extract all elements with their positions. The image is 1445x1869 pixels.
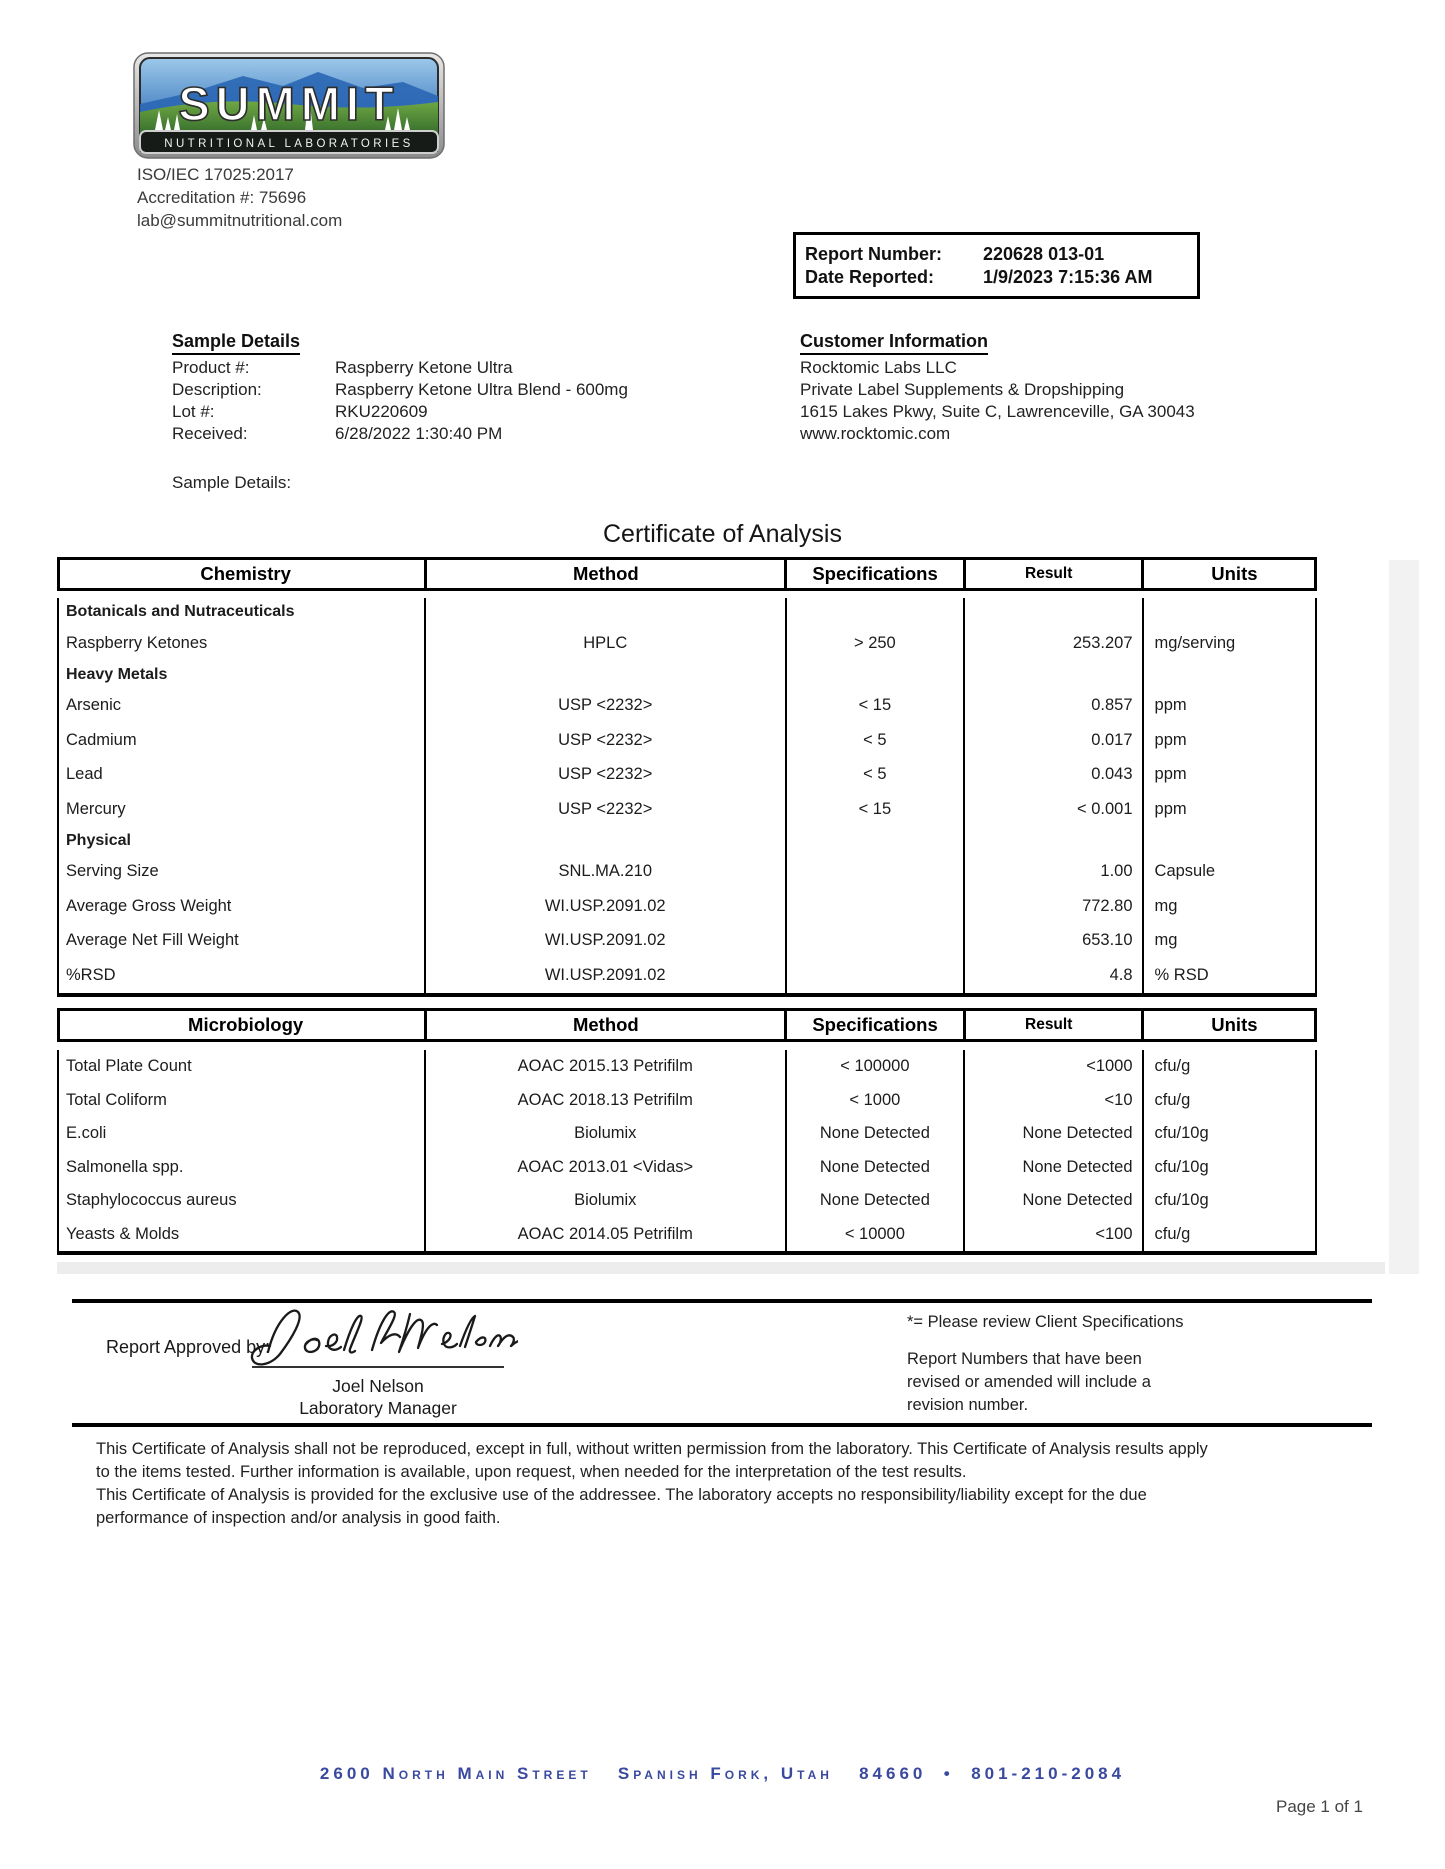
cell-analyte: Yeasts & Molds bbox=[66, 1224, 180, 1243]
cell-units: cfu/10g bbox=[1142, 1151, 1315, 1185]
report-number-label: Report Number: bbox=[805, 243, 943, 264]
cell-analyte: Staphylococcus aureus bbox=[66, 1191, 237, 1210]
chemistry-table-header bbox=[57, 557, 1317, 591]
cell-method: HPLC bbox=[424, 626, 785, 661]
field-label: Received: bbox=[172, 424, 248, 443]
date-reported-label: Date Reported: bbox=[805, 266, 935, 287]
cell-units: ppm bbox=[1142, 723, 1315, 758]
cell-analyte: Physical bbox=[66, 831, 131, 849]
cell-method: WI.USP.2091.02 bbox=[424, 924, 785, 959]
table-section-row bbox=[59, 661, 1315, 689]
cell-specification: None Detected bbox=[785, 1117, 963, 1151]
cell-method: USP <2232> bbox=[424, 723, 785, 758]
cell-result: 4.8 bbox=[963, 958, 1141, 993]
field-value: Raspberry Ketone Ultra Blend - 600mg bbox=[335, 380, 628, 399]
cell-specification: < 15 bbox=[785, 792, 963, 827]
header-cell-method: Method bbox=[424, 1011, 784, 1039]
cell-method: AOAC 2014.05 Petrifilm bbox=[424, 1218, 785, 1252]
cell-specification bbox=[785, 855, 963, 890]
cell-analyte: Average Net Fill Weight bbox=[66, 931, 239, 950]
cell-analyte: Raspberry Ketones bbox=[66, 633, 208, 652]
cell-method: Biolumix bbox=[424, 1184, 785, 1218]
cell-result: 0.043 bbox=[963, 758, 1141, 793]
cell-units: cfu/g bbox=[1142, 1218, 1315, 1252]
cell-method: USP <2232> bbox=[424, 792, 785, 827]
customer-info-heading: Customer Information bbox=[800, 331, 988, 355]
field-label: Lot #: bbox=[172, 402, 215, 421]
revision-note-line: revised or amended will include a bbox=[907, 1373, 1151, 1391]
cell-specification bbox=[785, 924, 963, 959]
cell-units: ppm bbox=[1142, 758, 1315, 793]
table-row bbox=[59, 1084, 1315, 1118]
table-row bbox=[59, 689, 1315, 724]
field-label: Product #: bbox=[172, 358, 250, 377]
logo-wordmark: SUMMIT bbox=[178, 77, 400, 130]
field-value: RKU220609 bbox=[335, 402, 428, 421]
header-cell-specifications: Specifications bbox=[784, 1011, 962, 1039]
revision-note bbox=[907, 1348, 1151, 1417]
lab-email: lab@summitnutritional.com bbox=[137, 211, 343, 230]
header-cell-units: Units bbox=[1141, 560, 1314, 588]
cell-result bbox=[963, 661, 1141, 689]
cell-units: cfu/g bbox=[1142, 1050, 1315, 1084]
signature-image bbox=[238, 1298, 518, 1376]
table-row bbox=[59, 792, 1315, 827]
cell-units: % RSD bbox=[1142, 958, 1315, 993]
cell-method: AOAC 2015.13 Petrifilm bbox=[424, 1050, 785, 1084]
cell-result: 0.017 bbox=[963, 723, 1141, 758]
client-spec-note: *= Please review Client Specifications bbox=[907, 1313, 1184, 1331]
cell-specification bbox=[785, 827, 963, 855]
disclaimer-line: This Certificate of Analysis shall not be reproduced, except in full, without written permission from the laboratory. This Certificate of Analysis results apply bbox=[96, 1440, 1208, 1458]
table-section-row bbox=[59, 827, 1315, 855]
approver-title: Laboratory Manager bbox=[299, 1398, 457, 1418]
cell-specification bbox=[785, 661, 963, 689]
revision-note-line: Report Numbers that have been bbox=[907, 1350, 1142, 1368]
cell-units: mg/serving bbox=[1142, 626, 1315, 661]
cell-analyte: Mercury bbox=[66, 799, 126, 818]
cell-units: ppm bbox=[1142, 689, 1315, 724]
signature-icon bbox=[238, 1298, 518, 1376]
header-cell-units: Units bbox=[1141, 1011, 1314, 1039]
table-row bbox=[59, 1218, 1315, 1252]
cell-result: <1000 bbox=[963, 1050, 1141, 1084]
cell-analyte: Salmonella spp. bbox=[66, 1157, 184, 1176]
customer-line: www.rocktomic.com bbox=[800, 424, 951, 443]
table-row bbox=[59, 626, 1315, 661]
customer-line: 1615 Lakes Pkwy, Suite C, Lawrenceville, GA 30043 bbox=[800, 402, 1195, 421]
footer-address: 2600 North Main Street Spanish Fork, Utah 84660 • 801-210-2084 bbox=[319, 1764, 1126, 1783]
cell-units: Capsule bbox=[1142, 855, 1315, 890]
summit-logo bbox=[133, 52, 445, 159]
cell-units: cfu/10g bbox=[1142, 1117, 1315, 1151]
divider-rule-bottom bbox=[72, 1423, 1372, 1427]
micro-table-body bbox=[57, 1050, 1317, 1255]
cell-result: None Detected bbox=[963, 1117, 1141, 1151]
cell-method: AOAC 2013.01 <Vidas> bbox=[424, 1151, 785, 1185]
date-reported-value: 1/9/2023 7:15:36 AM bbox=[983, 266, 1153, 287]
table-row bbox=[59, 958, 1315, 993]
header-cell-microbiology: Microbiology bbox=[188, 1014, 304, 1035]
table-row bbox=[59, 1184, 1315, 1218]
cell-method bbox=[424, 598, 785, 626]
report-number-value: 220628 013-01 bbox=[983, 243, 1105, 264]
cell-result: 772.80 bbox=[963, 889, 1141, 924]
cell-result: <100 bbox=[963, 1218, 1141, 1252]
cell-method: SNL.MA.210 bbox=[424, 855, 785, 890]
approver-name: Joel Nelson bbox=[332, 1376, 424, 1396]
cell-analyte: Heavy Metals bbox=[66, 665, 168, 683]
accreditation-number: Accreditation #: 75696 bbox=[137, 188, 307, 207]
cell-result: < 0.001 bbox=[963, 792, 1141, 827]
cell-result bbox=[963, 598, 1141, 626]
cell-analyte: Total Plate Count bbox=[66, 1057, 192, 1076]
cell-result: 253.207 bbox=[963, 626, 1141, 661]
cell-method: USP <2232> bbox=[424, 689, 785, 724]
cell-result: <10 bbox=[963, 1084, 1141, 1118]
certificate-title: Certificate of Analysis bbox=[603, 520, 842, 548]
cell-result: 0.857 bbox=[963, 689, 1141, 724]
cell-analyte: Botanicals and Nutraceuticals bbox=[66, 603, 295, 620]
cell-result: 1.00 bbox=[963, 855, 1141, 890]
field-value: 6/28/2022 1:30:40 PM bbox=[335, 424, 503, 443]
table-row bbox=[59, 855, 1315, 890]
table-section-row bbox=[59, 598, 1315, 626]
cell-analyte: Average Gross Weight bbox=[66, 896, 232, 915]
cell-analyte: %RSD bbox=[66, 965, 116, 984]
cell-units bbox=[1142, 827, 1315, 855]
scan-artifact-strip bbox=[1389, 560, 1419, 1274]
field-value: Raspberry Ketone Ultra bbox=[335, 358, 513, 377]
report-info-box bbox=[793, 232, 1200, 299]
scan-artifact-band bbox=[57, 1262, 1385, 1274]
cell-specification: < 10000 bbox=[785, 1218, 963, 1252]
customer-line: Private Label Supplements & Dropshipping bbox=[800, 380, 1125, 399]
cell-units bbox=[1142, 598, 1315, 626]
header-cell-result: Result bbox=[963, 1011, 1141, 1039]
cell-method: USP <2232> bbox=[424, 758, 785, 793]
cell-analyte: Arsenic bbox=[66, 696, 122, 715]
revision-note-line: revision number. bbox=[907, 1396, 1029, 1414]
cell-units: cfu/g bbox=[1142, 1084, 1315, 1118]
disclaimer-line: to the items tested. Further information is available, upon request, when needed for the interpretation of the test results. bbox=[96, 1463, 967, 1481]
cell-specification: < 100000 bbox=[785, 1050, 963, 1084]
cell-result: None Detected bbox=[963, 1184, 1141, 1218]
table-row bbox=[59, 924, 1315, 959]
cell-method: WI.USP.2091.02 bbox=[424, 958, 785, 993]
cell-analyte: E.coli bbox=[66, 1124, 107, 1143]
field-label: Description: bbox=[172, 380, 262, 399]
cell-specification bbox=[785, 598, 963, 626]
customer-line: Rocktomic Labs LLC bbox=[800, 358, 957, 377]
cell-specification: < 5 bbox=[785, 758, 963, 793]
cell-units: mg bbox=[1142, 889, 1315, 924]
header-cell-method: Method bbox=[424, 560, 784, 588]
table-row bbox=[59, 1050, 1315, 1084]
disclaimer-line: This Certificate of Analysis is provided for the exclusive use of the addressee. The laboratory accepts no responsibility/liability except for the due bbox=[96, 1486, 1147, 1504]
cell-method: Biolumix bbox=[424, 1117, 785, 1151]
cell-analyte: Lead bbox=[66, 765, 103, 784]
cell-method: AOAC 2018.13 Petrifilm bbox=[424, 1084, 785, 1118]
header-cell-chemistry: Chemistry bbox=[200, 563, 291, 584]
iso-certification: ISO/IEC 17025:2017 bbox=[137, 165, 294, 184]
sample-details-heading: Sample Details bbox=[172, 331, 300, 355]
cell-analyte: Cadmium bbox=[66, 730, 137, 749]
header-cell-specifications: Specifications bbox=[784, 560, 962, 588]
table-row bbox=[59, 1117, 1315, 1151]
cell-result: 653.10 bbox=[963, 924, 1141, 959]
cell-result bbox=[963, 827, 1141, 855]
sample-details-extra-label: Sample Details: bbox=[172, 473, 292, 492]
cell-analyte: Total Coliform bbox=[66, 1090, 167, 1109]
signature-line bbox=[252, 1366, 504, 1368]
cell-specification: None Detected bbox=[785, 1151, 963, 1185]
table-row bbox=[59, 758, 1315, 793]
cell-specification: < 1000 bbox=[785, 1084, 963, 1118]
table-row bbox=[59, 889, 1315, 924]
cell-units bbox=[1142, 661, 1315, 689]
approval-label: Report Approved by: bbox=[106, 1337, 271, 1357]
micro-table-header bbox=[57, 1008, 1317, 1042]
summit-logo-graphic bbox=[133, 52, 445, 159]
cell-units: mg bbox=[1142, 924, 1315, 959]
cell-specification: None Detected bbox=[785, 1184, 963, 1218]
header-cell-result: Result bbox=[963, 560, 1141, 588]
cell-result: None Detected bbox=[963, 1151, 1141, 1185]
disclaimer-line: performance of inspection and/or analysis in good faith. bbox=[96, 1509, 501, 1527]
cell-units: cfu/10g bbox=[1142, 1184, 1315, 1218]
cell-analyte: Serving Size bbox=[66, 862, 159, 881]
cell-method bbox=[424, 661, 785, 689]
chemistry-table-body bbox=[57, 598, 1317, 997]
table-row bbox=[59, 723, 1315, 758]
cell-specification: < 5 bbox=[785, 723, 963, 758]
cell-specification: > 250 bbox=[785, 626, 963, 661]
cell-method bbox=[424, 827, 785, 855]
cell-method: WI.USP.2091.02 bbox=[424, 889, 785, 924]
cell-specification: < 15 bbox=[785, 689, 963, 724]
logo-banner-text: NUTRITIONAL LABORATORIES bbox=[164, 138, 414, 150]
table-row bbox=[59, 1151, 1315, 1185]
cell-specification bbox=[785, 889, 963, 924]
cell-specification bbox=[785, 958, 963, 993]
page-number: Page 1 of 1 bbox=[1276, 1797, 1363, 1816]
cell-units: ppm bbox=[1142, 792, 1315, 827]
